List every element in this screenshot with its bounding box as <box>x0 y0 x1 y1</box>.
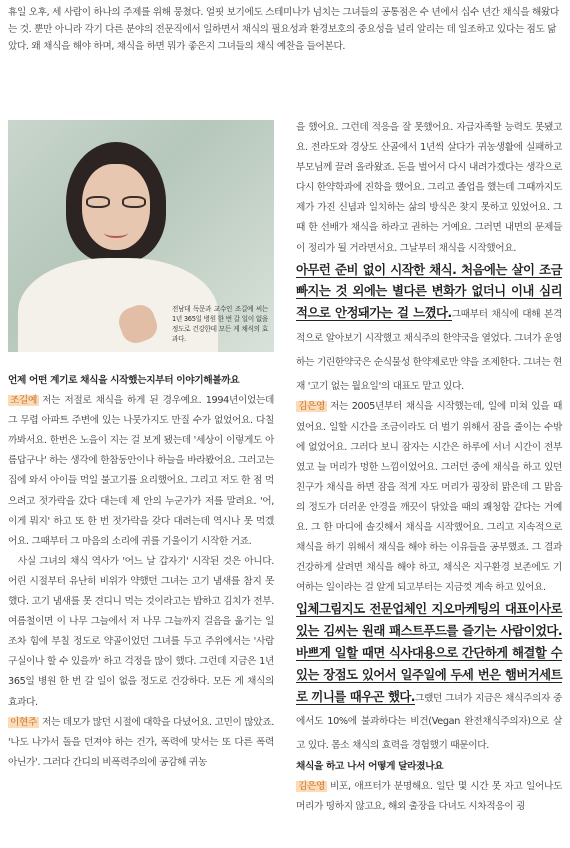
answer-text: 저는 데모가 많던 시절에 대학을 다녔어요. 고민이 많았죠. '나도 나가서 돌을 던져야 하는 건가, 폭력에 맞서는 또 다른 폭력 아닌가'. 그러다 간디의 비폭력주의에 공감해 귀농 <box>8 716 274 768</box>
speaker-tag: 조길예 <box>10 395 38 407</box>
highlight-text: 입체그림지도 전문업체인 지오마케팅의 대표이사로 있는 김씨는 원래 패스트푸드를 즐기는 사람이었다. 바쁘게 일할 때면 식사대용으로 간단하게 해결할 수 있는 장점도 있어서 일주일에 두세 번은 햄버거세트로 끼니를 때우곤 했다. <box>296 601 562 704</box>
answer-paragraph <box>296 397 562 598</box>
highlight-paragraph <box>296 598 562 757</box>
speaker-tag: 김은영 <box>298 781 326 793</box>
narrative-paragraph: 사실 그녀의 채식 역사가 '어느 날 갑자기' 시작된 것은 아니다. 어린 시절부터 유난히 비위가 약했던 그녀는 고기 냄새를 참지 못했다. 고기 냄새를 못 견디니 먹는 것이라고는 밥하고 김치가 전부. 여름철이면 이 나무 그늘에서 저 나무 그늘까지 걸음을 옮기는 일조차 힘에 부칠 정도로 약골이었던 그녀를 두고 주위에서는 '사람 구실이나 할 수 있을까' 하고 걱정을 많이 했다. 그런데 지금은 1년 365일 병원 한 번 갈 일이 없을 정도로 건강하다. 모든 게 채식의 효과다. <box>8 555 274 708</box>
interview-question: 채식을 하고 나서 어떻게 달라졌나요 <box>296 760 444 772</box>
answer-paragraph <box>296 777 562 817</box>
body-text: 그때부터 채식에 대해 본격적으로 알아보기 시작했고 채식주의 한약국을 열었다. 그녀가 운영하는 기린한약국은 순식물성 한약제로만 약을 조제한다. 그녀는 현재 '고기 없는 월요일'의 대표도 맡고 있다. <box>296 309 563 392</box>
answer-continuation: 을 했어요. 그런데 적응을 잘 못했어요. 자급자족할 능력도 못됐고요. 전라도와 경상도 산골에서 1년씩 살다가 귀농생활에 실패하고 부모님께 끌려 올라왔죠. 돈을 벌어서 다시 내려가겠다는 생각으로 다시 한약학과에 진학을 했어요. 그리고 졸업을 했는데 그때까지도 제가 가진 신념과 일치하는 삶의 방식은 찾지 못하고 있었어요. 그때 한 선배가 채식을 하라고 권하는 거예요. 그러면 내면의 문제들이 정리가 될 거라면서요. 그날부터 채식을 시작했어요. <box>296 122 562 254</box>
speaker-tag: 이현주 <box>10 716 38 728</box>
highlight-paragraph <box>296 259 562 398</box>
speaker-tag: 김은영 <box>298 401 326 413</box>
answer-text: 비포, 애프터가 분명해요. 일단 몇 시간 못 자고 일어나도 머리가 띵하지 않고요, 해외 출장을 다녀도 시차적응이 굉 <box>296 781 562 813</box>
photo-caption: 전남대 독문과 교수인 조길예 씨는 1년 365일 병원 한 번 갈 일이 없을 정도로 건강한데 모든 게 채식의 효과다. <box>172 305 268 343</box>
highlight-text: 아무런 준비 없이 시작한 채식. 처음에는 살이 조금 빠지는 것 외에는 별다른 변화가 없더니 이내 심리적으로 안정돼가는 걸 느꼈다. <box>296 261 562 321</box>
intro-paragraph: 휴일 오후, 세 사람이 하나의 주제를 위해 뭉쳤다. 얼핏 보기에도 스테미나가 넘치는 그녀들의 공통점은 수 년에서 십수 년간 채식을 해왔다는 것. 뿐만 아니라 각기 다른 분야의 전문직에서 일하면서 채식의 필요성과 환경보호의 중요성을 널리 알리는 데 일조하고 있다는 점도 닮았다. 왜 채식을 해야 하며, 채식을 하면 뭐가 좋은지 그녀들의 채식 예찬을 들어본다. <box>8 7 559 53</box>
body-text: 그랬던 그녀가 지금은 채식주의자 중에서도 10%에 불과하다는 비건(Vegan 완전채식주의자)으로 살고 있다. 몸소 채식의 효력을 경험했기 때문이다. <box>296 692 562 752</box>
right-column <box>296 118 562 817</box>
answer-paragraph <box>8 391 274 552</box>
interview-photo <box>8 120 274 352</box>
answer-paragraph <box>8 713 274 773</box>
answer-text: 저는 2005년부터 채식을 시작했는데, 일에 미쳐 있을 때였어요. 일할 시간을 조금이라도 더 벌기 위해서 잠을 줄이는 수밖에 없었어요. 그러다 보니 잠자는 시간은 하루에 서너 시간이 전부였고 늘 머리가 멍한 느낌이었어요. 그러던 중에 채식을 하고 있던 친구가 채식을 하면 잠을 적게 자도 머리가 굉장히 맑은데 그 맑음의 정도가 더러운 안경을 깨끗이 닦았을 때의 쾌청함 같다는 거예요. 그 한 마디에 솔깃해서 채식을 시작했어요. 그리고 지속적으로 채식을 하기 위해서 채식을 해야 하는 이유들을 공부했죠. 그 결과 건강하게 살려면 채식을 해야 하고, 채식은 지구환경 보존에도 기여하는 일이라는 걸 알게 되고부터는 지금껏 계속 하고 있어요. <box>296 401 562 594</box>
photo-smile <box>104 228 128 238</box>
answer-text: 저는 저절로 채식을 하게 된 경우예요. 1994년이었는데 그 무렵 아파트 주변에 있는 나뭇가지도 만질 수가 없었어요. 다칠까봐서요. 한번은 노을이 지는 걸 보게 됐는데 '세상이 이렇게도 아름답구나' 하는 생각에 한참동안이나 하늘을 바라봤어요. 그러고는 집에 와서 아이들 먹일 불고기를 요리했어요. 그리고 저도 한 점 먹으려고 젓가락을 갔다 대는데 제 안의 누군가가 저를 말려요. '어, 이게 뭐지' 하고 또 한 번 젓가락을 갖다 대려는데 역시나 못 먹겠어요. 그때부터 그 마음의 소리에 귀를 기울이기 시작한 거죠. <box>8 395 274 547</box>
interview-question: 언제 어떤 계기로 채식을 시작했는지부터 이야기해볼까요 <box>8 375 240 386</box>
left-column <box>8 120 274 773</box>
glasses-icon <box>86 196 146 210</box>
